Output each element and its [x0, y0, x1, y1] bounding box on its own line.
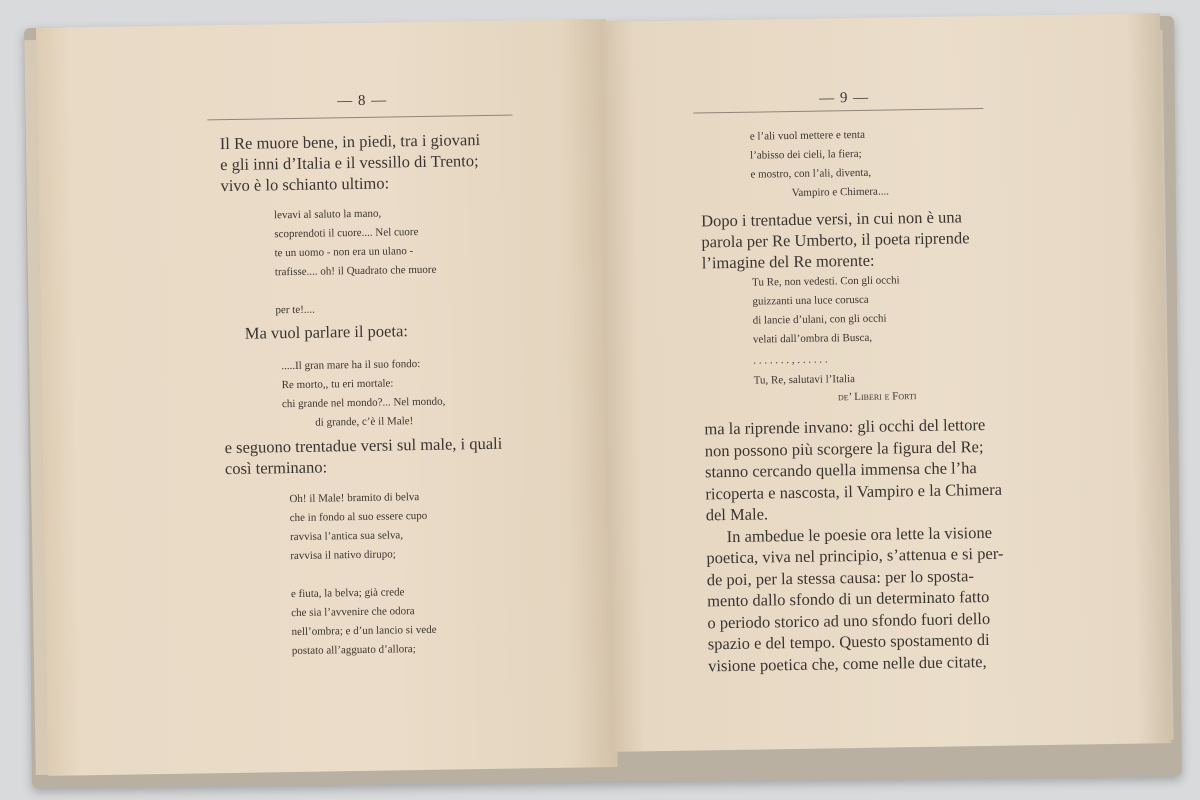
verse-quote-2: Tu Re, non vedesti. Con gli occhi guizzanti una luce corusca di lancie d’ulani, con gli occhi velati dall’ombra di Busca,	[752, 274, 900, 346]
paragraph-2: ma la riprende invano: gli occhi del lettore non possono più scorgere la figura del Re; stanno cercando quella immensa che l’ha ricoperta e nascosta, il Vampiro e la Chimera del Male. In ambedue le poesie ora lette la visione poetica, viva nel principio, s’attenua e si per- de poi, per la stessa causa: per lo sposta- mento dallo sfondo di un determinato fatto o periodo storico ad uno sfondo fuori dello spazio e del tempo. Questo spostamento di visione poetica che, come nelle due citate,	[704, 414, 1004, 675]
verse-quote-1: e l’ali vuol mettere e tenta l’abisso dei cieli, la fiera; e mostro, con l’ali, diventa, Vampiro e Chimera....	[749, 128, 889, 200]
paragraph-2: Ma vuol parlare il poeta:	[244, 321, 409, 343]
verse-quote-1: levavi al saluto la mano, scoprendoti il cuore.... Nel cuore te un uomo - non era un ulano - trafisse.... oh! il Quadrato che muore per te!....	[273, 207, 437, 317]
header-rule	[693, 108, 983, 114]
page-number: — 8 —	[337, 92, 388, 110]
verse-quote-2: .....Il gran mare ha il suo fondo: Re morto,, tu eri mortale: chi grande nel mondo?... Nel mondo, di grande, c’è il Male!	[281, 358, 446, 430]
header-rule	[207, 115, 512, 121]
paragraph-3: e seguono trentadue versi sul male, i quali così terminano:	[224, 433, 503, 479]
verse-line: Tu, Re, salutavi l’Italia	[753, 373, 856, 387]
left-page	[36, 19, 618, 776]
paragraph-1: Dopo i trentadue versi, in cui non è una parola per Re Umberto, il poeta riprende l’imagine del Re morente:	[700, 207, 970, 273]
verse-signature: de’ Liberi e Forti	[837, 390, 917, 404]
ellipsis-dots: . . . . . . . , . . . . . .	[753, 353, 828, 367]
verse-quote-3: Oh! il Male! bramito di belva che in fondo al suo essere cupo ravvisa l’antica sua selva, ravvisa il nativo dirupo; e fiuta, la belva; già crede che sia l’avvenire che odora nell’ombra; e d’un lancio si vede postato all’agguato d’allora;	[289, 491, 437, 658]
intro-paragraph: Il Re muore bene, in piedi, tra i giovani e gli inni d’Italia e il vessillo di Trento; vivo è lo schianto ultimo:	[219, 130, 481, 196]
page-number: — 9 —	[819, 89, 870, 107]
right-page	[600, 13, 1171, 752]
